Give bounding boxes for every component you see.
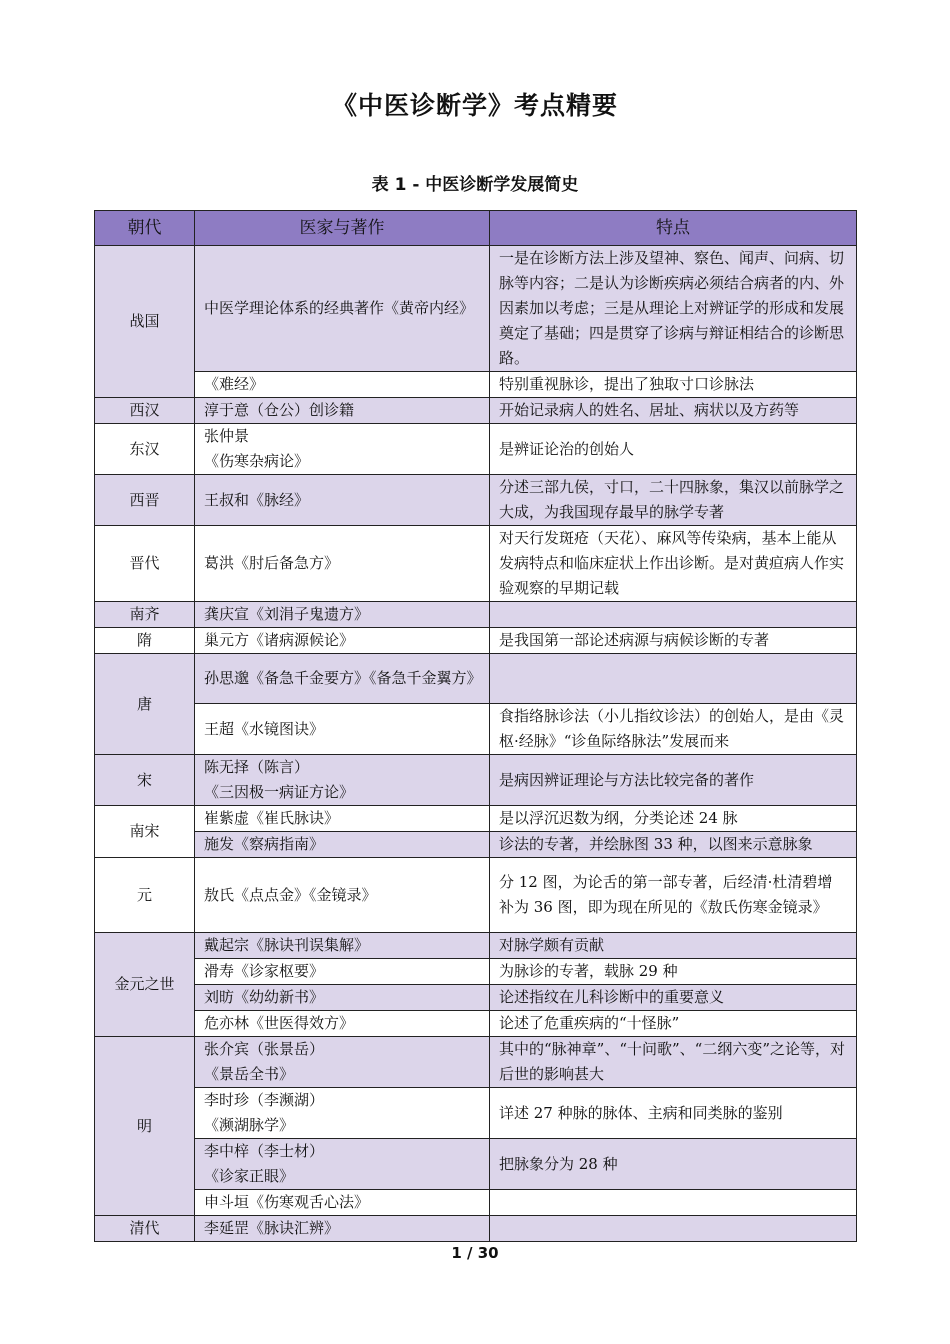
work-cell: 刘昉《幼幼新书》 xyxy=(195,985,490,1011)
feature-cell: 分述三部九侯，寸口，二十四脉象，集汉以前脉学之大成，为我国现存最早的脉学专著 xyxy=(490,475,857,526)
feature-cell: 是我国第一部论述病源与病候诊断的专著 xyxy=(490,628,857,654)
table-row xyxy=(95,526,857,602)
feature-cell xyxy=(490,654,857,704)
feature-cell: 为脉诊的专著，载脉 29 种 xyxy=(490,959,857,985)
dynasty-cell: 明 xyxy=(95,1037,195,1216)
table-row xyxy=(95,832,857,858)
dynasty-cell: 南宋 xyxy=(95,806,195,858)
table-row xyxy=(95,372,857,398)
feature-cell: 是辨证论治的创始人 xyxy=(490,424,857,475)
feature-cell: 对天行发斑疮（天花）、麻风等传染病，基本上能从发病特点和临床症状上作出诊断。是对黄疸病人作实验观察的早期记载 xyxy=(490,526,857,602)
header-dynasty: 朝代 xyxy=(95,211,195,246)
feature-cell xyxy=(490,1216,857,1242)
work-cell: 申斗垣《伤寒观舌心法》 xyxy=(195,1190,490,1216)
feature-cell xyxy=(490,1190,857,1216)
table-row xyxy=(95,1088,857,1139)
feature-cell: 开始记录病人的姓名、居址、病状以及方药等 xyxy=(490,398,857,424)
dynasty-cell: 唐 xyxy=(95,654,195,755)
work-cell: 孙思邈《备急千金要方》《备急千金翼方》 xyxy=(195,654,490,704)
work-cell: 戴起宗《脉诀刊误集解》 xyxy=(195,933,490,959)
work-cell: 王叔和《脉经》 xyxy=(195,475,490,526)
table-row xyxy=(95,1139,857,1190)
dynasty-cell: 晋代 xyxy=(95,526,195,602)
work-cell: 滑寿《诊家枢要》 xyxy=(195,959,490,985)
work-cell: 危亦林《世医得效方》 xyxy=(195,1011,490,1037)
table-title: 表 1 - 中医诊断学发展简史 xyxy=(371,175,579,195)
dynasty-cell: 隋 xyxy=(95,628,195,654)
work-cell: 葛洪《肘后备急方》 xyxy=(195,526,490,602)
table-header-row xyxy=(95,211,857,246)
table-row xyxy=(95,704,857,755)
dynasty-cell: 元 xyxy=(95,858,195,933)
feature-cell: 论述了危重疾病的“十怪脉” xyxy=(490,1011,857,1037)
table-row xyxy=(95,1216,857,1242)
feature-cell: 诊法的专著，并绘脉图 33 种，以图来示意脉象 xyxy=(490,832,857,858)
work-cell: 崔紫虚《崔氏脉诀》 xyxy=(195,806,490,832)
history-table xyxy=(94,210,857,1242)
work-cell: 张仲景 《伤寒杂病论》 xyxy=(195,424,490,475)
feature-cell: 论述指纹在儿科诊断中的重要意义 xyxy=(490,985,857,1011)
feature-cell: 是以浮沉迟数为纲，分类论述 24 脉 xyxy=(490,806,857,832)
work-cell: 淳于意（仓公）创诊籍 xyxy=(195,398,490,424)
work-cell: 敖氏《点点金》《金镜录》 xyxy=(195,858,490,933)
work-cell: 施发《察病指南》 xyxy=(195,832,490,858)
table-row xyxy=(95,985,857,1011)
dynasty-cell: 西晋 xyxy=(95,475,195,526)
work-cell: 李中梓（李士材） 《诊家正眼》 xyxy=(195,1139,490,1190)
document-title: 《中医诊断学》考点精要 xyxy=(331,91,618,120)
table-row xyxy=(95,1011,857,1037)
feature-cell xyxy=(490,602,857,628)
feature-cell: 分 12 图，为论舌的第一部专著，后经清·杜清碧增补为 36 图，即为现在所见的《敖氏伤寒金镜录》 xyxy=(490,858,857,933)
dynasty-cell: 金元之世 xyxy=(95,933,195,1037)
header-works: 医家与著作 xyxy=(195,211,490,246)
table-row xyxy=(95,628,857,654)
table-row xyxy=(95,654,857,704)
dynasty-cell: 东汉 xyxy=(95,424,195,475)
feature-cell: 对脉学颇有贡献 xyxy=(490,933,857,959)
table-row xyxy=(95,755,857,806)
dynasty-cell: 战国 xyxy=(95,246,195,398)
feature-cell: 是病因辨证理论与方法比较完备的著作 xyxy=(490,755,857,806)
work-cell: 巢元方《诸病源候论》 xyxy=(195,628,490,654)
dynasty-cell: 西汉 xyxy=(95,398,195,424)
work-cell: 王超《水镜图诀》 xyxy=(195,704,490,755)
dynasty-cell: 宋 xyxy=(95,755,195,806)
work-cell: 龚庆宣《刘涓子鬼遗方》 xyxy=(195,602,490,628)
table-row xyxy=(95,602,857,628)
header-features: 特点 xyxy=(490,211,857,246)
feature-cell: 特别重视脉诊，提出了独取寸口诊脉法 xyxy=(490,372,857,398)
table-row xyxy=(95,858,857,933)
table-row xyxy=(95,424,857,475)
work-cell: 李时珍（李濒湖） 《濒湖脉学》 xyxy=(195,1088,490,1139)
feature-cell: 详述 27 种脉的脉体、主病和同类脉的鉴别 xyxy=(490,1088,857,1139)
feature-cell: 其中的“脉神章”、“十问歌”、“二纲六变”之论等，对后世的影响甚大 xyxy=(490,1037,857,1088)
feature-cell: 一是在诊断方法上涉及望神、察色、闻声、问病、切脉等内容；二是认为诊断疾病必须结合病者的内、外因素加以考虑；三是从理论上对辨证学的形成和发展奠定了基础；四是贯穿了诊病与辩证相结合的诊断思路。 xyxy=(490,246,857,372)
work-cell: 中医学理论体系的经典著作《黄帝内经》 xyxy=(195,246,490,372)
work-cell: 李延罡《脉诀汇辨》 xyxy=(195,1216,490,1242)
table-row xyxy=(95,959,857,985)
page-number: 1 / 30 xyxy=(451,1244,499,1262)
feature-cell: 食指络脉诊法（小儿指纹诊法）的创始人，是由《灵枢·经脉》“诊鱼际络脉法”发展而来 xyxy=(490,704,857,755)
table-row xyxy=(95,806,857,832)
table-row xyxy=(95,398,857,424)
work-cell: 张介宾（张景岳） 《景岳全书》 xyxy=(195,1037,490,1088)
work-cell: 《难经》 xyxy=(195,372,490,398)
table-row xyxy=(95,246,857,372)
table-row xyxy=(95,933,857,959)
work-cell: 陈无择（陈言） 《三因极一病证方论》 xyxy=(195,755,490,806)
dynasty-cell: 南齐 xyxy=(95,602,195,628)
feature-cell: 把脉象分为 28 种 xyxy=(490,1139,857,1190)
table-row xyxy=(95,1190,857,1216)
table-row xyxy=(95,1037,857,1088)
table-row xyxy=(95,475,857,526)
dynasty-cell: 清代 xyxy=(95,1216,195,1242)
